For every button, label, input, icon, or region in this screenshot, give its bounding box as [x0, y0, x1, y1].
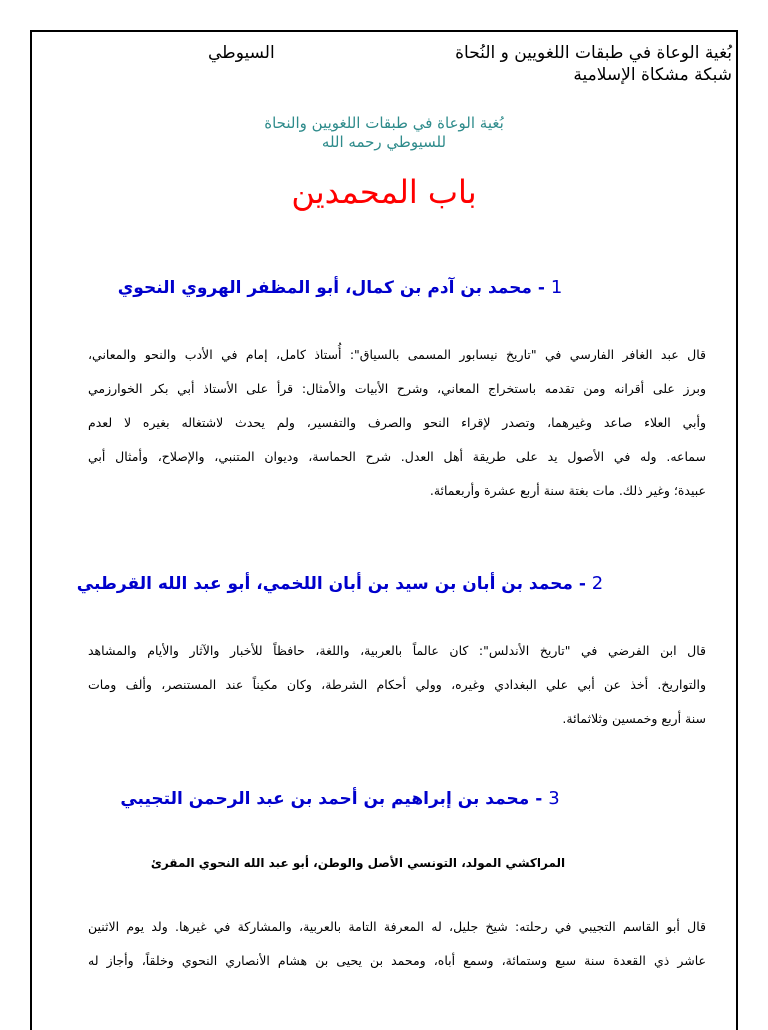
paragraph-line: سماعه. وله في الأصول يد على طريقة أهل العدل. شرح الحماسة، وديوان المتنبي، والإصلاح، وأمثال أبي [88, 449, 706, 464]
running-header [40, 42, 732, 86]
paragraph-line: سنة أربع وخمسين وثلاثمائة. [562, 711, 706, 726]
subtitle-line-1: بُغية الوعاة في طبقات اللغويين والنحاة [264, 114, 504, 132]
entry-heading-2 [60, 572, 620, 596]
entry-3-paragraph [88, 910, 706, 978]
paragraph-line: قال أبو القاسم التجيبي في رحلته: شيخ جليل، له المعرفة التامة بالعربية، والمشاركة في غيرها. ولد يوم الاثنين [88, 919, 706, 934]
entry-3-subline: المراكشي المولد، التونسي الأصل والوطن، أبو عبد الله النحوي المقرئ [150, 856, 566, 870]
paragraph-line: قال عبد الغافر الفارسي في "تاريخ نيسابور المسمى بالسياق": أُستاذ كامل، إمام في الأدب والنحو والمعاني، [88, 347, 706, 362]
paragraph-line: عبيدة؛ وغير ذلك. مات بغتة سنة أربع عشرة وأربعمائة. [429, 483, 706, 498]
header-site: شبكة مشكاة الإسلامية [573, 65, 732, 85]
entry-number: 1 [550, 277, 563, 298]
entry-2-paragraph [88, 634, 706, 736]
paragraph-line: قال ابن الفرضي في "تاريخ الأندلس": كان عالماً بالعربية، واللغة، حافظاً للأخبار والآثار والأيام والمشاهد [88, 643, 706, 658]
entry-1-paragraph [88, 338, 706, 508]
paragraph-line: وبرز على أقرانه ومن تقدمه باستخراج المعاني، وشرح الأبيات والأمثال: قرأ على الأستاذ أبي بكر الخوارزمي [88, 381, 706, 396]
header-author: السيوطي [208, 43, 275, 63]
entry-heading-3 [60, 787, 620, 811]
entry-number: 3 [548, 788, 560, 809]
book-subtitle [0, 114, 768, 152]
paragraph-line: والتواريخ. أخذ عن أبي علي البغدادي وغيره، وولي أحكام الشرطة، وكان مكيناً عند المستنصر، وألف ومات [88, 677, 706, 692]
chapter-title: باب المحمدين [291, 173, 477, 211]
entry-heading-1 [60, 276, 620, 300]
paragraph-line: عاشر ذي القعدة سنة سبع وستمائة، وسمع أباه، ومحمد بن يحيى بن هشام الأنصاري النحوي وخلقاً، وأجاز له [88, 953, 706, 968]
entry-name: - محمد بن أبان بن سيد بن أبان اللخمي، أبو عبد الله القرطبي [76, 574, 592, 594]
entry-name: - محمد بن آدم بن كمال، أبو المظفر الهروي النحوي [117, 278, 551, 298]
header-book-title: بُغية الوعاة في طبقات اللغويين و النُحاة [455, 43, 732, 63]
entry-name: - محمد بن إبراهيم بن أحمد بن عبد الرحمن التجيبي [120, 789, 549, 809]
entry-number: 2 [591, 573, 604, 594]
subtitle-line-2: للسيوطي رحمه الله [321, 133, 447, 151]
paragraph-line: وأبي العلاء صاعد وغيرهما، وتصدر لإقراء النحو والصرف والتفسير، ولم يحدث لاشتغاله بغيره لا لعدم [88, 415, 706, 430]
